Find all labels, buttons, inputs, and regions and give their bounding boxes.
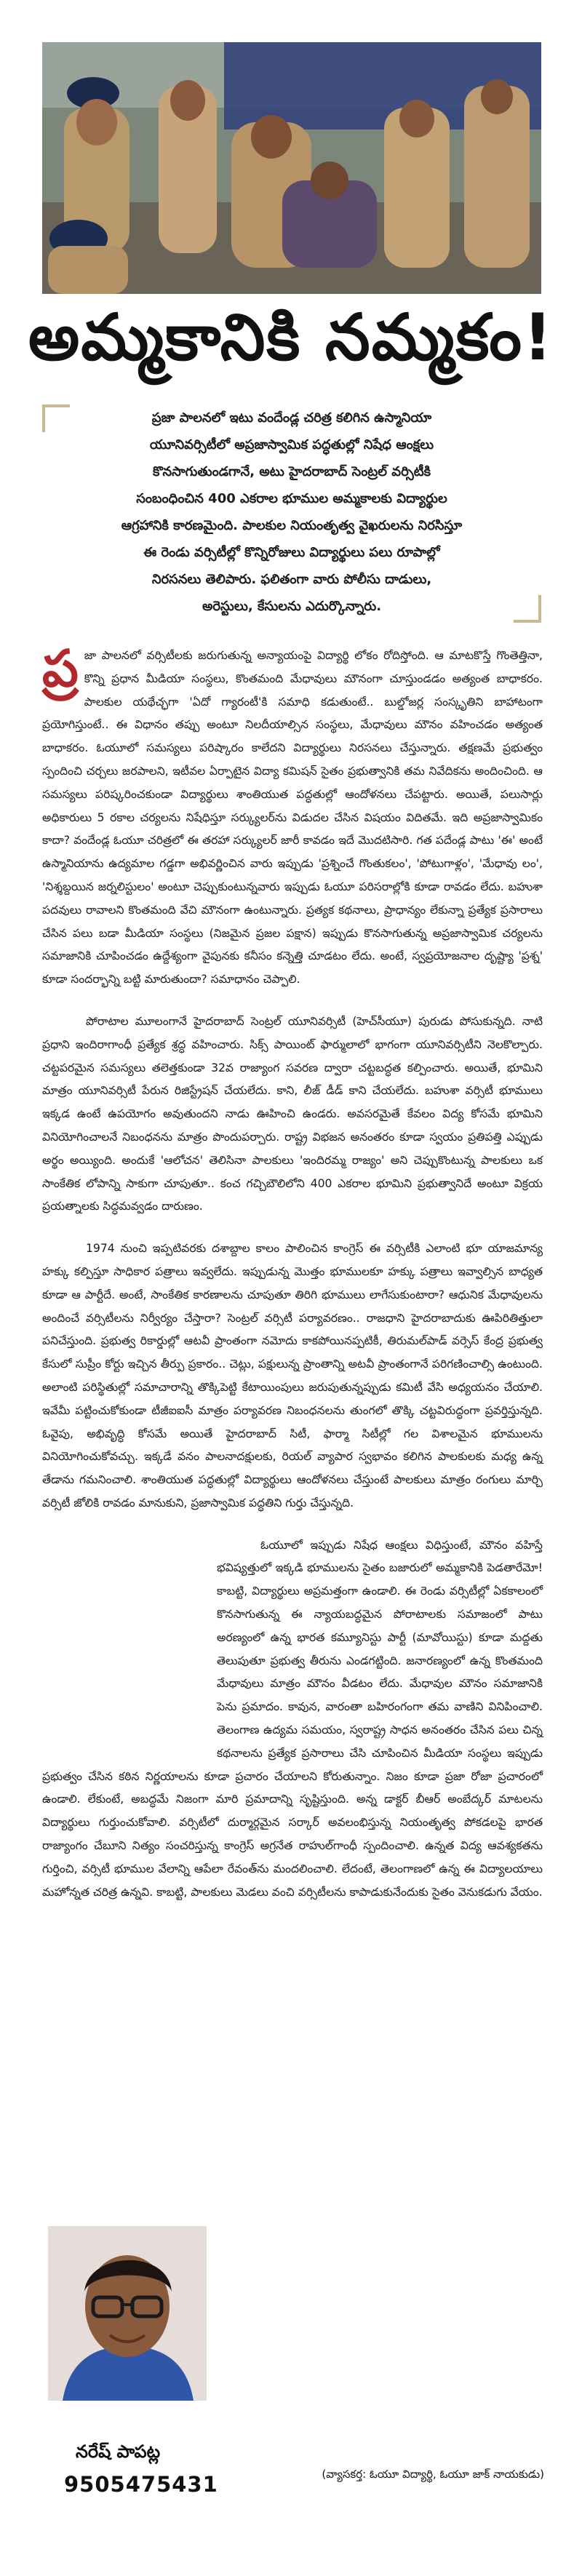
author-portrait [48,2226,207,2401]
article-body [42,639,543,1923]
deck [71,404,512,623]
author-credit: (వ్యాసకర్త: ఓయూ విద్యార్థి, ఓయూ జాక్ నాయకుడు) [322,2468,544,2481]
body-paragraph-4 [42,1534,543,1905]
protest-photo-illustration [42,42,541,294]
dropcap: ప్ర [42,639,79,698]
author-phone: 9505475431 [64,2472,218,2497]
headline: అమ్మకానికి నమ్మకం! [28,299,554,375]
body-paragraph-4-text: ఓయూలో ఇప్పుడు నిషేధ ఆంక్షలు విధిస్తుంటే, మౌనం వహిస్తే భవిష్యత్తులో ఇక్కడి భూములను సైతం బజారులో అమ్మకానికి పెడతారేమో! కాబట్టి, విద్యార్థులు అప్రమత్తంగా ఉండాలి. ఈ రెండు వర్సిటీల్లో ఏకకాలంలో కొనసాగుతున్న ఈ న్యాయబద్ధమైన పోరాటాలకు సమాజంలో పాటు అరణ్యంలో ఉన్న భారత కమ్యూనిస్టు పార్టీ (మావోయిస్టు) కూడా మద్దతు తెలుపుతూ ప్రభుత్వ తీరును ఎండగట్టింది. జనారణ్యంలో ఉన్న కొంతమంది మేధావులు మాత్రం మౌనం వీడటం లేదు. మేధావుల మౌనం సమాజానికి పెను ప్రమాదం. కావున, వారంతా బహిరంగంగా తమ వాణిని వినిపించాలి. తెలంగాణ ఉద్యమ సమయం, స్వరాష్ట్ర సాధన అనంతరం చేసిన పలు చిన్న కథనాలను ప్రత్యేక ప్రసారాలు చేసి చూపించిన మీడియా సంస్థలు ఇప్పుడు ప్రభుత్వం చేసిన కఠిన నిర్ణయాలను కూడా ప్రచారం చేయాలని కోరుతున్నాం. నిజం కూడా ప్రజా రోజా ప్రచారంలో ఉండాలి. లేకుంటే, అబద్ధమే నిజంగా మారి ప్రమాదాన్ని సృష్టిస్తుంది. అన్న డాక్టర్ బీఆర్ అంబేద్కర్ మాటలను విద్యార్థులు గుర్తుంచుకోవాలి. వర్సిటీలో దుర్మార్గమైన సర్కార్ అవలంభిస్తున్న నియంతృత్వ పోకడలపై భారత రాజ్యాంగం చేబూని నిత్యం సంచరిస్తున్న కాంగ్రెస్ అగ్రనేత రాహుల్‌గాంధీ స్పందించాలి. ఉన్నత విద్య ఆవశ్యకతను గుర్తించి, వర్సిటీ భూముల వేలాన్ని ఆపేలా రేవంత్‌ను మందలించాలి. లేదంటే, తెలంగాణలో ఉన్న ఈ విద్యాలయాలు మహోన్నత చరిత్ర ఉన్నవి. కాబట్టి, పాలకులు మెడలు వంచి వర్సిటీలను కాపాడుకునేందుకు సైతం వెనుకడుగు వేయం. [42,1538,543,1899]
author-portrait-illustration [48,2226,207,2401]
deck-corner-mark-top-left [42,404,70,432]
body-paragraph-1 [42,639,543,992]
deck-text: ప్రజా పాలనలో ఇటు వందేండ్ల చరిత్ర కలిగిన ఉస్మానియా యూనివర్సిటీలో అప్రజాస్వామిక పద్ధతుల్లో నిషేధ ఆంక్షలు కొనసాగుతుండగానే, అటు హైదరాబాద్ సెంట్రల్ వర్సిటీకి సంబంధించిన 400 ఎకరాల భూముల అమ్మకాలకు విద్యార్థుల ఆగ్రహానికి కారణమైంది. పాలకుల నియంతృత్వ వైఖరులను నిరసిస్తూ ఈ రెండు వర్సిటీల్లో కొన్నిరోజులు విద్యార్థులు పలు రూపాల్లో నిరసనలు తెలిపారు. ఫలితంగా వారు పోలీసు దాడులు, అరెస్టులు, కేసులను ఎదుర్కొన్నారు. [121,410,463,614]
author-name: నరేష్ పాపట్ల [76,2441,161,2462]
body-paragraph-2: పోరాటాల మూలంగానే హైదరాబాద్ సెంట్రల్ యూనివర్సిటీ (హెచ్‌సీయూ) పురుడు పోసుకున్నది. నాటి ప్రధాని ఇందిరాగాంధీ ప్రత్యేక శ్రద్ధ వహించారు. సిక్స్ పాయింట్ ఫార్ములాలో భాగంగా యూనివర్సిటీని నెలకొల్పారు. చట్టపరమైన సమస్యలు తలెత్తకుండా 32వ రాజ్యాంగ సవరణ ద్వారా చట్టబద్ధత కల్పించారు. అయితే, భూమిని మాత్రం యూనివర్సిటీ పేరున రిజిస్ట్రేషన్ చేయలేదు. కాని, లీజ్ డీడ్ కాని చేయలేదు. బహుశా వర్సిటీ భూములు ఇక్కడ ఉంటే ఉపయోగం అవుతుందని నాడు ఊహించి ఉండరు. అవసరమైతే కేవలం విద్య కోసమే భూమిని వినియోగించాలనే నిబంధనను మాత్రం పొందుపర్చారు. రాష్ట్ర విభజన అనంతరం కూడా స్వయం ప్రతిపత్తి ఎప్పుడు అర్థం అయ్యింది. అందుకే 'ఆలోచన' తెలిసినా పాలకులు 'ఇందిరమ్మ రాజ్యం' అని చెప్పుకొంటున్న పాలకులు ఒక సాంకేతిక లోపాన్ని సాకుగా చూపుతూ.. కంచ గచ్చిబౌలిలోని 400 ఎకరాల భూమిని ప్రభుత్వానిదే అంటూ విక్రయ ప్రయత్నాలకు సిద్ధమవ్వడం దారుణం. [42,1014,543,1213]
body-paragraph-3: 1974 నుంచి ఇప్పటివరకు దశాబ్దాల కాలం పాలించిన కాంగ్రెస్ ఈ వర్సిటీకి ఎలాంటి భూ యాజమాన్య హక్కు కల్పిస్తూ సాధికార పత్రాలు ఇవ్వలేదు. ఇప్పుడున్న మొత్తం భూములకూ హక్కు పత్రాలు ఇవ్వాల్సిన బాధ్యత కూడా ఆ పార్టీదే. అంటే, సాంకేతిక కారణాలను చూపుతూ తిరిగి భూములు లాగేసుకుంటారా? ఆధునిక మేధావులను అందించే వర్సిటీలను నిర్వీర్యం చేస్తారా? సెంట్రల్ వర్సిటీ పర్యావరణం.. రాజధాని హైదరాబాదుకు ఊపిరితిత్తులా పనిచేస్తుంది. ప్రభుత్వ రికార్డుల్లో ఆటవీ ప్రాంతంగా నమోదు కాకపోయినప్పటికీ, తిరుమల్‌పాడ్ వర్సెస్ కేంద్ర ప్రభుత్వ కేసులో సుప్రీం కోర్టు ఇచ్చిన తీర్పు ప్రకారం.. చెట్లు, పక్షులున్న ప్రాంతాన్ని అటవీ ప్రాంతంగానే పరిగణించాల్సి ఉంటుంది. అలాంటి పరిస్థితుల్లో సమాచారాన్ని తొక్కిపెట్టి కేటాయింపులు జరుపుతున్నప్పుడు కమిటీ వేసి అధ్యయనం చేయాలి. ఇవేమీ పట్టించుకోకుండా టీజీఐఐసీ మాత్రం పర్యావరణ నిబంధనలను తుంగలో తొక్కి చట్టవిరుద్ధంగా ప్రవర్తిస్తున్నది. ఓవైపు, అభివృద్ధి కోసమే అయితే హైదరాబాద్ సిటీ, ఫార్మా సిటీల్లో గల విశాలమైన భూములను వినియోగించుకోవచ్చు. ఇక్కడే వనం పాలనాదక్షులకు, రియల్ వ్యాపార స్వభావం కలిగిన పాలకులకు మధ్య ఉన్న తేడాను గమనించాలి. శాంతియుత పద్ధతుల్లో విద్యార్థులు ఆందోళనలు చేస్తుంటే పాలకులు మాత్రం రంగులు మార్చి వర్సిటీ జోలికి రావడం మానుకుని, ప్రజాస్వామిక పద్ధతిని గుర్తు చేస్తున్నది. [42,1242,543,1510]
protest-photo [42,42,541,294]
author-photo-space [38,1543,207,1761]
body-paragraph-1-text: జా పాలనలో వర్సిటీలకు జరుగుతున్న అన్యాయంపై విద్యార్థి లోకం రోదిస్తోంది. ఆ మాటకొస్తే గొంతెత్తినా, కొన్ని ప్రధాన మీడియా సంస్థలు, కొంతమంది మేధావులు మౌనంగా చూస్తుండడం అత్యంత బాధాకరం. పాలకుల యథేచ్ఛగా 'ఏదో గ్యారంటీ'కి సమాధి కడుతుంటే.. బుల్డోజర్ల సంస్కృతిని బాహాటంగా ప్రయోగిస్తుంటే.. ఈ విధానం తప్పు అంటూ నిలదీయాల్సిన సంస్థలు, మేధావులు మౌనం వహించడం అత్యంత బాధాకరం. ఓయూలో సమస్యలు పరిష్కారం కాలేదని విద్యార్థులు నిరసనలు చేస్తున్నారు. తక్షణమే ప్రభుత్వం స్పందించి చర్చలు జరపాలని, ఇటీవల ఏర్పాటైన విద్యా కమిషన్ సైతం ప్రభుత్వానికి తమ నివేదికను అందించింది. ఆ సమస్యలు పరిష్కరించకుండా విద్యార్థులు శాంతియుత పద్ధతుల్లో ఆందోళనలు చేపట్టారు. అయితే, పలుసార్లు అధికారులు 5 రకాల చర్యలను నిషేధిస్తూ సర్క్యులర్‌ను విడుదల చేసిన విషయం విదితమే. ఇది అప్రజాస్వామికం కాదా? వందేండ్ల ఓయూ చరిత్రలో ఈ తరహా సర్క్యులర్ జారీ కావడం ఇదే మొదటిసారి. గత పదేండ్ల పాటు 'ఈ' అంటే ఉస్మానియాను ఉద్యమాల గడ్డగా అభివర్ణించిన వారు ఇప్పుడు 'ప్రశ్నించే గొంతుకలం', 'పోటుగాళ్లం', 'మేధావు లం', 'నిశ్శబ్దయిన జర్నలిస్టులం' అంటూ చెప్పుకుంటున్నవారు ఇప్పుడు ఓయూ పరిసరాల్లోకి కూడా రావడం లేదు. బహుశా పదవులు రావాలని కొంతమంది వేచి మౌనంగా ఉంటున్నారు. ప్రత్యక కథనాలు, ప్రాధాన్యం లేకున్నా ప్రత్యేక ప్రసారాలు చేసిన పలు బడా మీడియా సంస్థలు (నిజమైన ప్రజల పక్షాన) ఇప్పుడు కొనసాగుతున్న అప్రజాస్వామిక చర్యలను సమాజానికి చూపించడం ఉద్దేశ్యంగా వైపునకు కనీసం కన్నెత్తి చూడటం లేదు. అంటే, స్వప్రయోజనాల దృష్ట్యా 'ప్రశ్న' కూడా సందర్భాన్ని బట్టి మారుతుందా? సమాధానం చెప్పాలి. [42,649,543,986]
deck-corner-mark-bottom-right [514,595,541,623]
